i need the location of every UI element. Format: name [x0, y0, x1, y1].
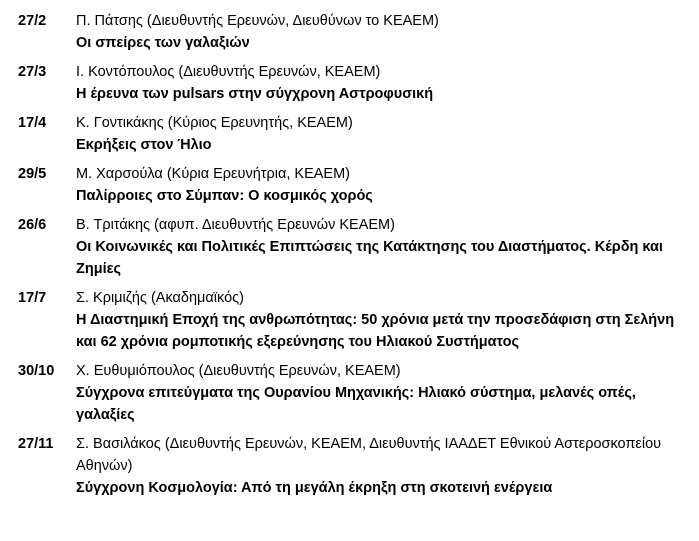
entry-title: Η έρευνα των pulsars στην σύγχρονη Αστροφυσική [76, 86, 434, 102]
entry-title: Εκρήξεις στον Ήλιο [76, 137, 212, 153]
entry-content [76, 287, 676, 353]
schedule-entry [18, 10, 676, 54]
schedule-entry [18, 112, 676, 156]
entry-date: 27/2 [18, 13, 47, 29]
schedule-entry [18, 433, 676, 499]
entry-date: 26/6 [18, 217, 47, 233]
entry-speaker: Χ. Ευθυμιόπουλος (Διευθυντής Ερευνών, ΚΕΑΕΜ) [76, 363, 401, 379]
schedule-entry [18, 163, 676, 207]
entry-content [76, 214, 676, 280]
entry-title: Η Διαστημική Εποχή της ανθρωπότητας: 50 χρόνια μετά την προσεδάφιση στη Σελήνη και 62 χρόνια ρομποτικής εξερεύνησης του Ηλιακού Συστήματος [76, 312, 675, 350]
entry-title: Παλίρροιες στο Σύμπαν: Ο κοσμικός χορός [76, 188, 373, 204]
entry-title: Οι σπείρες των γαλαξιών [76, 35, 250, 51]
entry-content [76, 433, 676, 499]
entry-title: Οι Κοινωνικές και Πολιτικές Επιπτώσεις της Κατάκτησης του Διαστήματος. Κέρδη και Ζημίες [76, 239, 663, 277]
entry-speaker: Σ. Βασιλάκος (Διευθυντής Ερευνών, ΚΕΑΕΜ, Διευθυντής ΙΑΑΔΕΤ Εθνικού Αστεροσκοπείου Αθηνών) [76, 436, 662, 474]
entry-content [76, 112, 676, 156]
entry-title: Σύγχρονα επιτεύγματα της Ουρανίου Μηχανικής: Ηλιακό σύστημα, μελανές οπές, γαλαξίες [76, 385, 636, 423]
entry-speaker: Μ. Χαρσούλα (Κύρια Ερευνήτρια, ΚΕΑΕΜ) [76, 166, 350, 182]
entry-content [76, 10, 676, 54]
entry-title: Σύγχρονη Κοσμολογία: Από τη μεγάλη έκρηξη στη σκοτεινή ενέργεια [76, 480, 553, 496]
entry-date: 27/11 [18, 436, 54, 452]
schedule-entry [18, 287, 676, 353]
entry-date: 17/4 [18, 115, 47, 131]
entry-speaker: Ι. Κοντόπουλος (Διευθυντής Ερευνών, ΚΕΑΕΜ) [76, 64, 381, 80]
entry-speaker: Κ. Γοντικάκης (Κύριος Ερευνητής, ΚΕΑΕΜ) [76, 115, 353, 131]
entry-speaker: Π. Πάτσης (Διευθυντής Ερευνών, Διευθύνων το ΚΕΑΕΜ) [76, 13, 439, 29]
entry-date: 30/10 [18, 363, 55, 379]
entry-date: 29/5 [18, 166, 47, 182]
schedule-entry [18, 61, 676, 105]
entry-speaker: Σ. Κριμιζής (Ακαδημαϊκός) [76, 290, 244, 306]
entry-date: 17/7 [18, 290, 47, 306]
schedule-entry [18, 214, 676, 280]
schedule-entry [18, 360, 676, 426]
entry-content [76, 163, 676, 207]
entry-date: 27/3 [18, 64, 47, 80]
entry-content [76, 61, 676, 105]
entry-speaker: Β. Τριτάκης (αφυπ. Διευθυντής Ερευνών ΚΕΑΕΜ) [76, 217, 395, 233]
entry-content [76, 360, 676, 426]
